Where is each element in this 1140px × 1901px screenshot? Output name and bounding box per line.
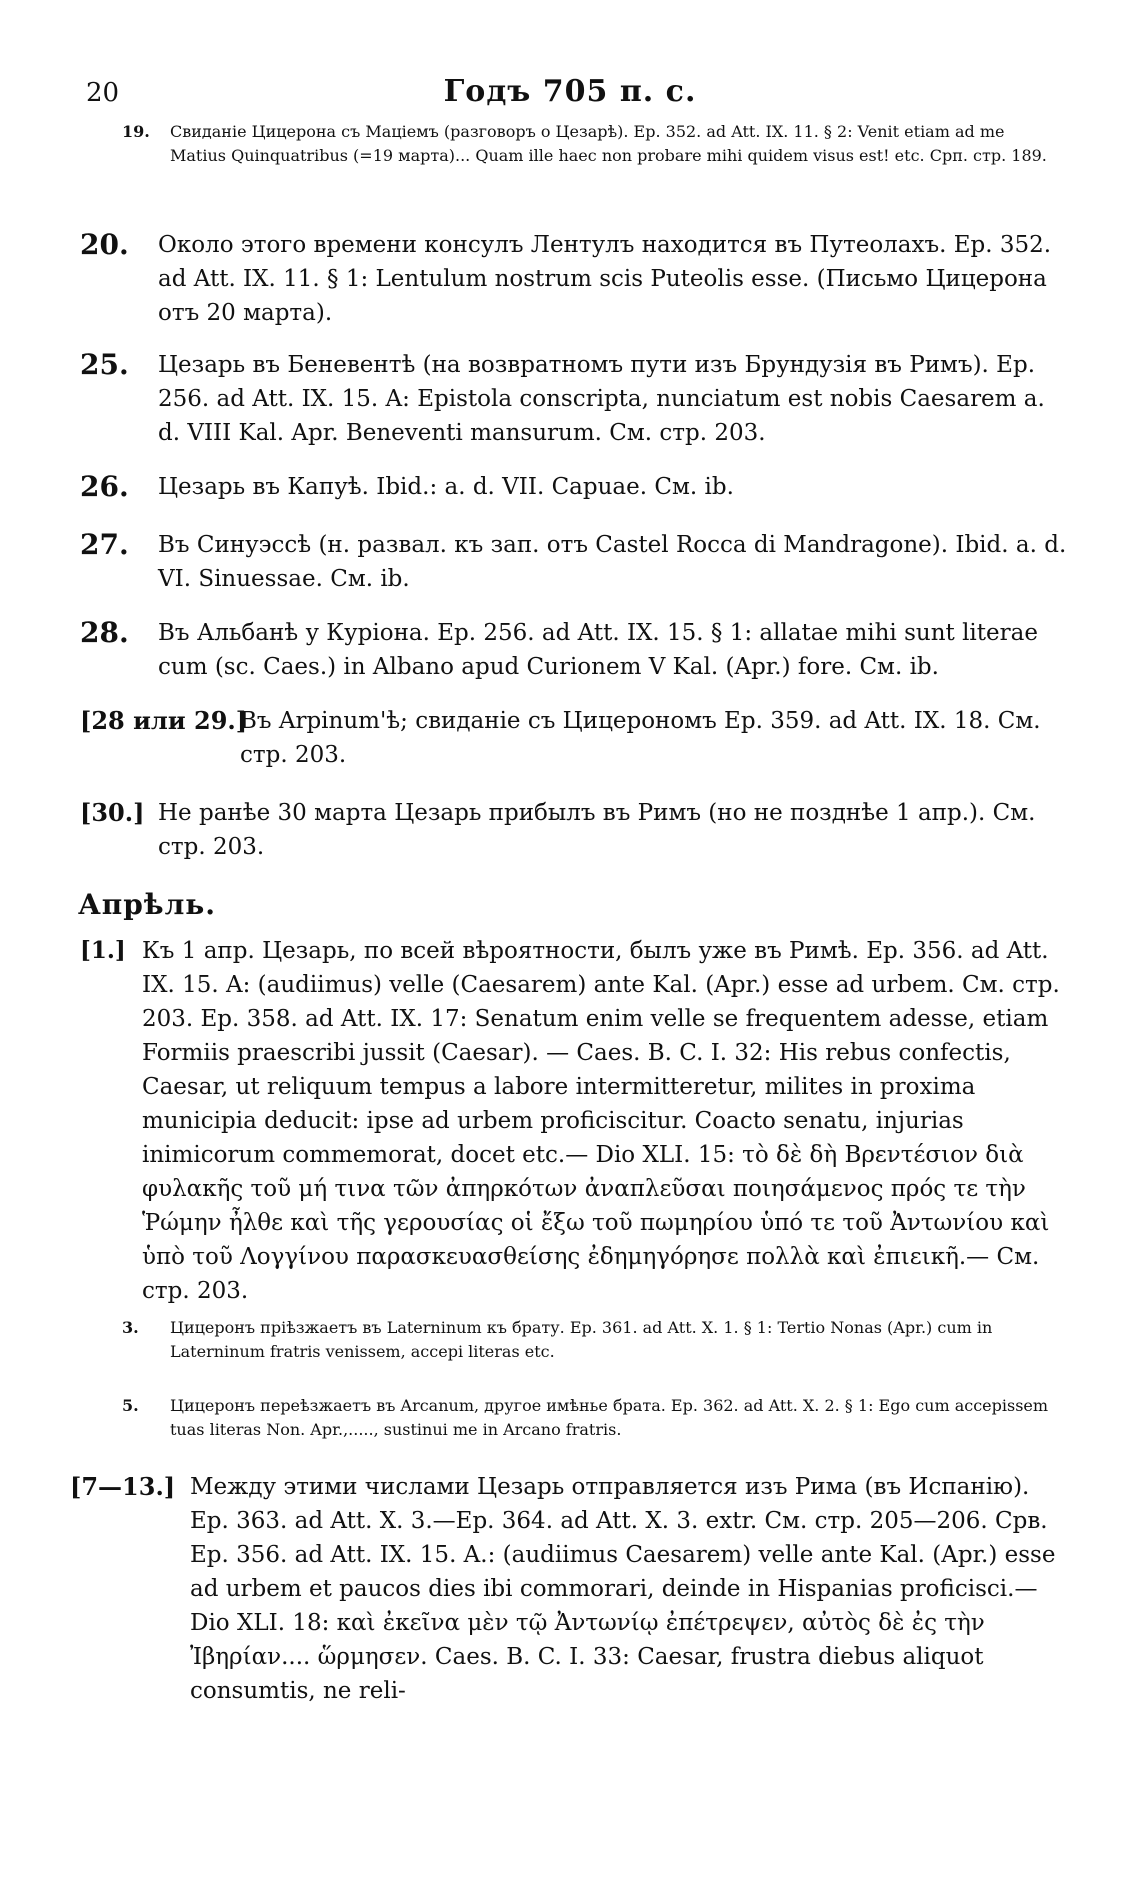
entry-text: Не ранѣе 30 марта Цезарь прибылъ въ Римъ (но не позднѣе 1 апр.). См. стр. 203. [158,800,1036,860]
entry-label: [30.] [80,798,145,827]
entry-label: [28 или 29.] [80,706,248,735]
footnote-3 [122,1316,1052,1364]
entry-25 [80,348,1070,450]
entry-text: Въ Arpinum'ѣ; свиданіе съ Цицерономъ Ер. 359. ad Att. IX. 18. См. стр. 203. [240,708,1041,768]
entry-20 [80,228,1070,330]
month-heading: Апрѣль. [78,888,217,921]
entry-text: Въ Альбанѣ у Куріона. Ер. 256. ad Att. IX. 15. § 1: allatae mihi sunt literae cum (sc. Caes.) in Albano apud Curionem V Kal. (Apr.) fore. См. ib. [158,620,1038,680]
footnote-5 [122,1394,1052,1442]
page-number: 20 [86,78,120,108]
entry-text: Цезарь въ Капуѣ. Ibid.: a. d. VII. Capuae. См. ib. [158,474,734,500]
entry-label: 27. [80,528,129,561]
footnote-text: Цицеронъ пріѣзжаетъ въ Laterninum къ брату. Ер. 361. ad Att. X. 1. § 1: Tertio Nonas (Apr.) cum in Laterninum fratris venissem, accepi literas etc. [170,1318,993,1361]
entry-label: 26. [80,470,129,503]
entry-28 [80,616,1070,684]
entry-28-or-29 [80,704,1070,772]
entry-label: 25. [80,348,129,381]
entry-label: 20. [80,228,129,261]
footnote-number: 19. [122,122,150,141]
footnote-text: Цицеронъ переѣзжаетъ въ Arcanum, другое имѣнье брата. Ер. 362. ad Att. X. 2. § 1: Ego cum accepissem tuas literas Non. Apr.,....., sustinui me in Arcano fratris. [170,1396,1049,1439]
entry-text: Къ 1 апр. Цезарь, по всей вѣроятности, былъ уже въ Римѣ. Ер. 356. ad Att. IX. 15. A: (audiimus) velle (Caesarem) ante Kal. (Apr.) esse ad urbem. См. стр. 203. Ер. 358. ad Att. IX. 17: Senatum enim velle se frequentem adesse, etiam Formiis praescribi jussit (Caesar). — Caes. B. C. I. 32: His rebus confectis, Caesar, ut reliquum tempus a labore intermitteretur, milites in proxima municipia deducit: ipse ad urbem proficiscitur. Coacto senatu, injurias inimicorum commemorat, docet etc.— Dio XLI. 15: τὸ δὲ δὴ Βρεντέσιον διὰ φυλακῆς τοῦ μή τινα τῶν ἀπηρκότων ἀναπλεῦσαι ποιησάμενος πρός τε τὴν Ῥώμην ἦλθε καὶ τῆς γερουσίας οἱ ἔξω τοῦ πωμηρίου ὑπό τε τοῦ Ἀντωνίου καὶ ὑπὸ τοῦ Λογγίνου παρασκευασθείσης ἐδημηγόρησε πολλὰ καὶ ἐπιεικῆ.— См. стр. 203. [142,938,1060,1304]
entry-label: [7—13.] [70,1472,176,1501]
entry-text: Около этого времени консулъ Лентулъ находится въ Путеолахъ. Ер. 352. ad Att. IX. 11. § 1: Lentulum nostrum scis Puteolis esse. (Письмо Цицерона отъ 20 марта). [158,232,1052,326]
footnote-number: 5. [122,1396,139,1415]
entry-30 [80,796,1070,864]
entry-text: Въ Синуэссѣ (н. развал. къ зап. отъ Castel Rocca di Mandragone). Ibid. a. d. VI. Sinuessae. См. ib. [158,532,1067,592]
entry-label: 28. [80,616,129,649]
entry-26 [80,470,1070,504]
running-title: Годъ 705 п. с. [443,74,697,109]
entry-27 [80,528,1070,596]
entry-april-1 [80,934,1070,1308]
entry-label: [1.] [80,937,126,964]
entry-text: Цезарь въ Беневентѣ (на возвратномъ пути изъ Брундузія въ Римъ). Ер. 256. ad Att. IX. 15. A: Epistola conscripta, nunciatum est nobis Caesarem a. d. VIII Kal. Apr. Beneventi mansurum. См. стр. 203. [158,352,1045,446]
footnote-19 [122,120,1052,168]
footnote-text: Свиданіе Цицерона съ Маціемъ (разговоръ о Цезарѣ). Ер. 352. ad Att. IX. 11. § 2: Venit etiam ad me Matius Quinquatribus (=19 марта)... Quam ille haec non probare mihi quidem visus est! etc. Срп. стр. 189. [170,122,1047,165]
entry-text: Между этими числами Цезарь отправляется изъ Рима (въ Испанію). Ер. 363. ad Att. X. 3.—Ер. 364. ad Att. X. 3. extr. См. стр. 205—206. Срв. Ер. 356. ad Att. IX. 15. A.: (audiimus Caesarem) velle ante Kal. (Apr.) esse ad urbem et paucos dies ibi commorari, deinde in Hispanias proficisci.—Dio XLI. 18: καὶ ἐκεῖνα μὲν τῷ Ἀντωνίῳ ἐπέτρεψεν, αὐτὸς δὲ ἐς τὴν Ἰβηρίαν.... ὥρμησεν. Caes. B. C. I. 33: Caesar, frustra diebus aliquot consumtis, ne reli- [190,1474,1056,1704]
entry-april-7-13 [70,1470,1070,1708]
footnote-number: 3. [122,1318,139,1337]
